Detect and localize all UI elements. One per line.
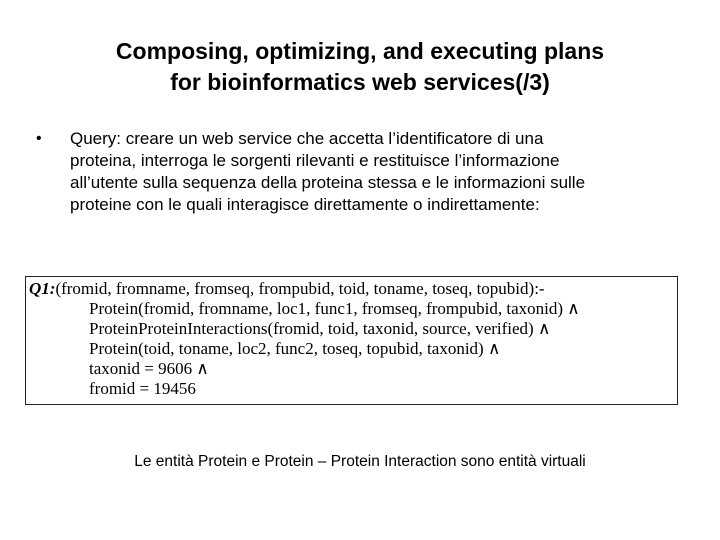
slide-title-line-2: for bioinformatics web services(/3): [170, 69, 550, 95]
bullet-text-line: all’utente sulla sequenza della proteina stessa e le informazioni sulle: [70, 173, 586, 192]
query-body-line: fromid = 19456: [89, 379, 196, 398]
slide-title-line-1: Composing, optimizing, and executing plans: [115, 38, 605, 64]
bullet-icon: •: [36, 130, 42, 147]
query-head-line: [29, 279, 545, 299]
query-body-line: taxonid = 9606 ∧: [89, 359, 209, 378]
bullet-text: [70, 128, 700, 216]
query-head: (fromid, fromname, fromseq, frompubid, toid, toname, toseq, topubid):-: [55, 279, 545, 298]
query-body-line: Protein(fromid, fromname, loc1, func1, fromseq, frompubid, taxonid) ∧: [89, 299, 580, 318]
slide-title: [0, 36, 720, 98]
bullet-text-line: Query: creare un web service che accetta l’identificatore di una: [70, 129, 544, 148]
query-definition-box: [25, 276, 678, 405]
query-label: Q1:: [29, 279, 56, 298]
query-body-line: ProteinProteinInteractions(fromid, toid, taxonid, source, verified) ∧: [89, 319, 551, 338]
footer-note: Le entità Protein e Protein – Protein Interaction sono entità virtuali: [134, 453, 586, 470]
bullet-text-line: proteine con le quali interagisce direttamente o indirettamente:: [70, 195, 540, 214]
bullet-text-line: proteina, interroga le sorgenti rilevanti e restituisce l’informazione: [70, 151, 560, 170]
query-body-line: Protein(toid, toname, loc2, func2, toseq, topubid, taxonid) ∧: [89, 339, 501, 358]
